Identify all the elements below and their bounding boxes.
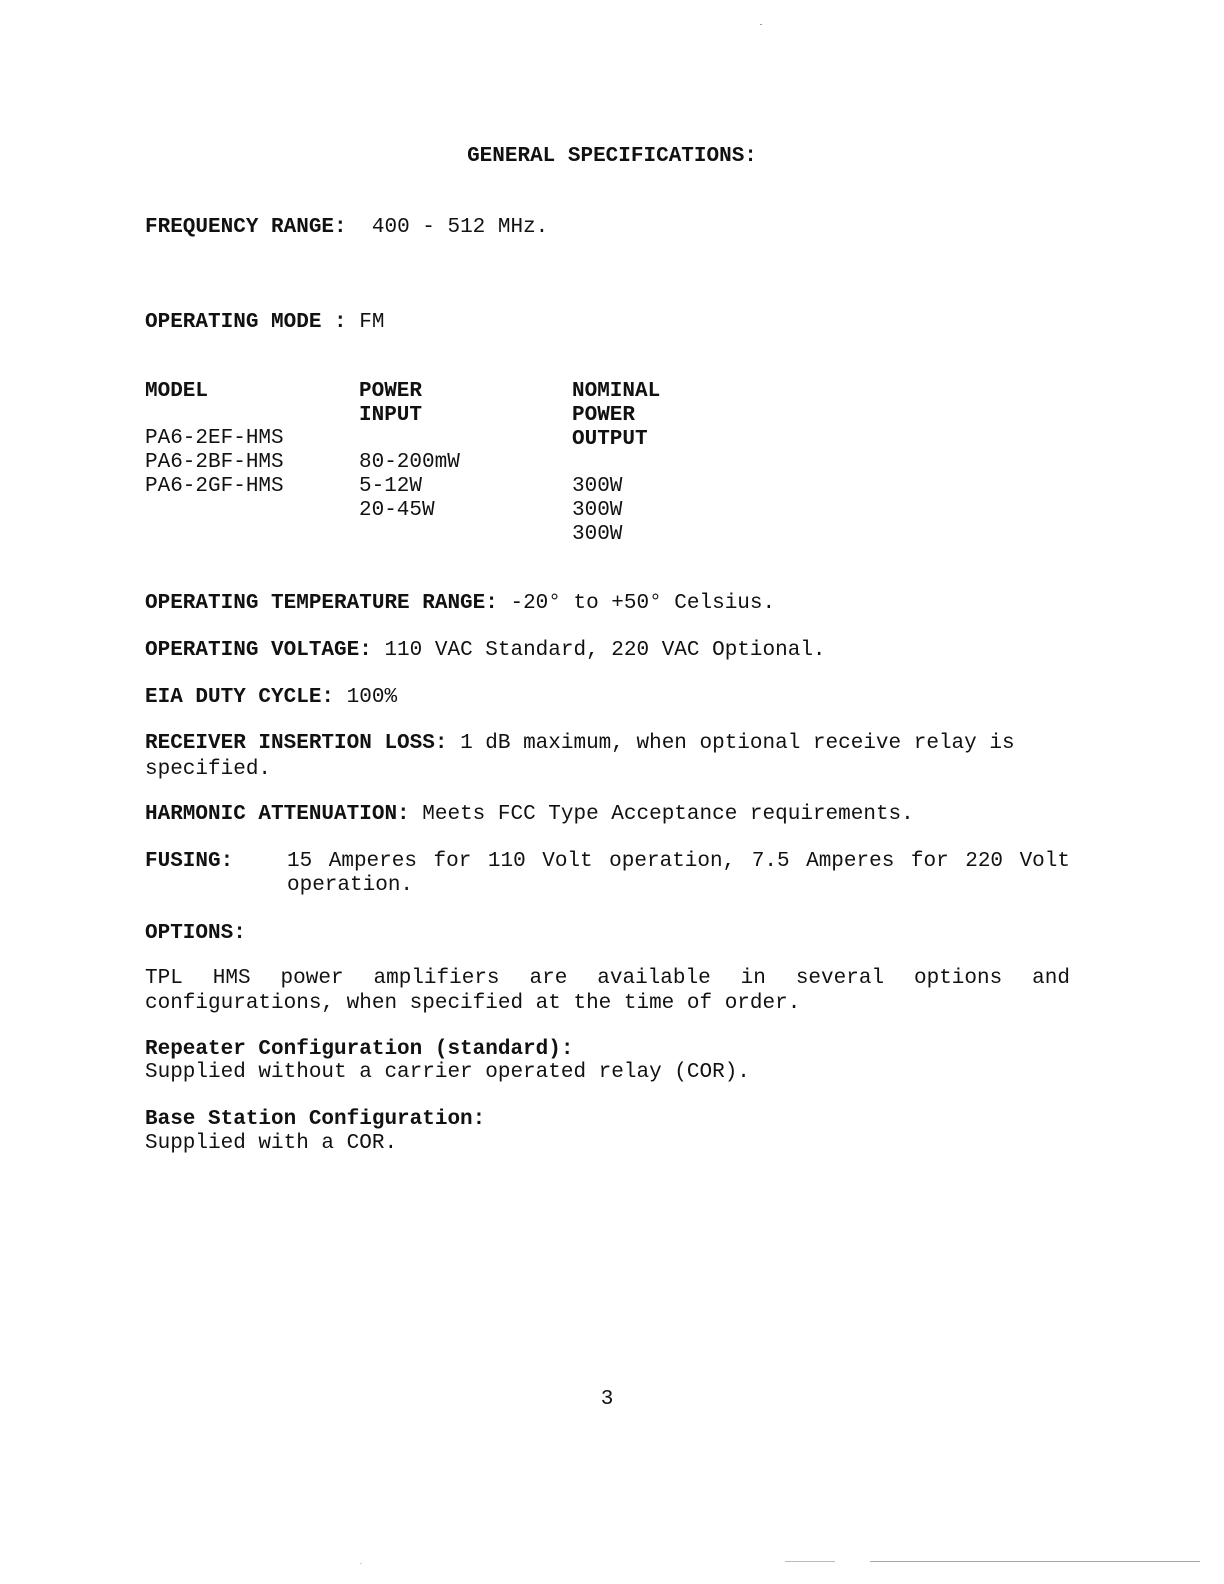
repeater-text: Supplied without a carrier operated relay (COR). <box>145 1061 750 1084</box>
options-heading: OPTIONS: <box>145 922 246 945</box>
table-cell-input: 5-12W <box>359 475 423 498</box>
operating-mode-label: OPERATING MODE : <box>145 311 347 334</box>
insertion-loss-label: RECEIVER INSERTION LOSS: <box>145 732 448 755</box>
operating-mode-value: FM <box>359 311 385 334</box>
frequency-range-line <box>145 216 548 240</box>
operating-mode-line <box>145 311 384 335</box>
frequency-range-label: FREQUENCY RANGE: <box>145 216 347 239</box>
table-header-power: POWER <box>359 380 423 403</box>
scan-artifact <box>870 1561 1200 1562</box>
options-paragraph: TPL HMS power amplifiers are available in several options and configurations, when specified at the time of order. <box>145 967 1070 1015</box>
repeater-heading: Repeater Configuration (standard): <box>145 1038 574 1061</box>
insertion-loss-paragraph <box>145 731 1070 783</box>
table-column-model <box>145 380 360 499</box>
base-station-heading: Base Station Configuration: <box>145 1108 486 1131</box>
base-station-text: Supplied with a COR. <box>145 1132 398 1155</box>
scan-artifact <box>360 1563 362 1564</box>
table-header-output: OUTPUT <box>572 428 648 451</box>
scan-artifact <box>760 24 762 25</box>
table-cell-model: PA6-2EF-HMS <box>145 427 284 450</box>
duty-cycle-line <box>145 686 397 710</box>
harmonic-value: Meets FCC Type Acceptance requirements. <box>422 803 914 826</box>
temperature-label: OPERATING TEMPERATURE RANGE: <box>145 592 498 615</box>
table-header-model: MODEL <box>145 380 209 403</box>
fusing-label: FUSING: <box>145 850 234 873</box>
table-cell-model: PA6-2GF-HMS <box>145 475 284 498</box>
harmonic-line <box>145 803 914 827</box>
voltage-label: OPERATING VOLTAGE: <box>145 639 372 662</box>
table-cell-input: 80-200mW <box>359 451 460 474</box>
harmonic-label: HARMONIC ATTENUATION: <box>145 803 410 826</box>
temperature-value: -20° to +50° Celsius. <box>510 592 776 615</box>
table-cell-input: 20-45W <box>359 499 435 522</box>
duty-cycle-value: 100% <box>346 686 398 709</box>
fusing-value: 15 Amperes for 110 Volt operation, 7.5 Amperes for 220 Volt operation. <box>287 850 1070 897</box>
table-header-nominal: NOMINAL <box>572 380 661 403</box>
voltage-value: 110 VAC Standard, 220 VAC Optional. <box>384 639 826 662</box>
scan-artifact <box>785 1561 835 1562</box>
frequency-range-value: 400 - 512 MHz. <box>371 216 549 239</box>
table-column-output <box>572 380 772 547</box>
table-cell-model: PA6-2BF-HMS <box>145 451 284 474</box>
temperature-line <box>145 592 775 616</box>
table-header-power: POWER <box>572 404 636 427</box>
duty-cycle-label: EIA DUTY CYCLE: <box>145 686 335 709</box>
table-cell-output: 300W <box>572 475 623 498</box>
page-title: GENERAL SPECIFICATIONS: <box>467 145 757 168</box>
table-header-input: INPUT <box>359 404 423 427</box>
table-column-input <box>359 380 569 523</box>
table-cell-output: 300W <box>572 499 623 522</box>
insertion-loss-value: 1 dB maximum, when optional receive relay is specified. <box>145 732 1015 781</box>
table-cell-output: 300W <box>572 523 623 546</box>
page-number: 3 <box>600 1388 614 1411</box>
voltage-line <box>145 639 826 663</box>
